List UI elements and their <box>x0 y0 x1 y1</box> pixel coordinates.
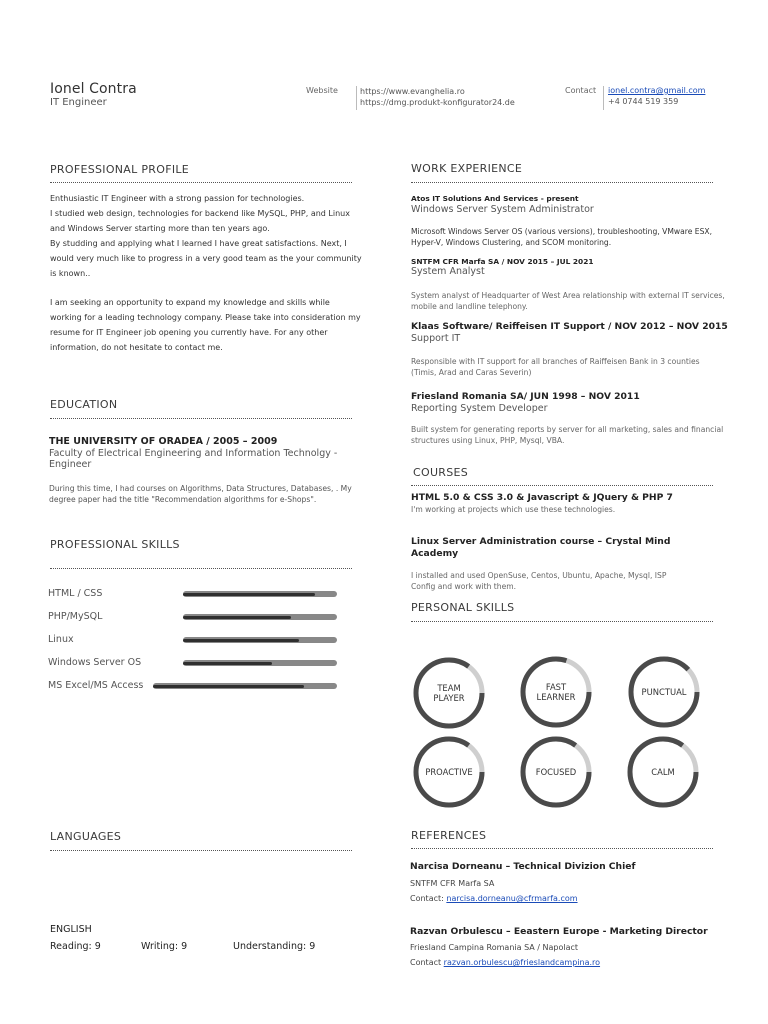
personal-skill-label <box>519 735 593 809</box>
contact-label: Contact <box>565 86 597 95</box>
skill-bar <box>153 683 337 689</box>
contact-divider <box>603 86 604 110</box>
personal-skill-label <box>626 735 700 809</box>
personal-skill-text: FAST LEARNER <box>536 681 576 702</box>
personal-skill-ring <box>519 735 593 809</box>
website-2: https://dmg.produkt-konfigurator24.de <box>360 98 515 107</box>
job-position: Support IT <box>411 333 461 344</box>
job-position: System Analyst <box>411 266 485 277</box>
profile-divider <box>50 182 352 183</box>
reference-name: Narcisa Dorneanu – Technical Divizion Chief <box>410 861 636 872</box>
candidate-name: Ionel Contra <box>50 81 137 97</box>
reference-contact <box>410 958 600 967</box>
skill-label: Windows Server OS <box>48 657 142 668</box>
course-description: I'm working at projects which use these technologies. <box>411 505 616 514</box>
personal-skill-label <box>627 655 701 729</box>
profile-heading: PROFESSIONAL PROFILE <box>50 163 190 176</box>
reference-company: Friesland Campina Romania SA / Napolact <box>410 943 579 952</box>
skill-bar-fill <box>183 616 291 619</box>
candidate-role: IT Engineer <box>50 97 107 108</box>
website-divider <box>356 86 357 110</box>
phone-number: +4 0744 519 359 <box>608 97 679 106</box>
course-name: HTML 5.0 & CSS 3.0 & Javascript & JQuery & PHP 7 <box>411 492 673 503</box>
personal-skill-label <box>519 655 593 729</box>
skills-divider <box>50 568 352 569</box>
skill-label: MS Excel/MS Access <box>48 680 144 691</box>
profile-paragraph-1: Enthusiastic IT Engineer with a strong passion for technologies. I studied web design, technologies for backend like MySQL, PHP, and Linux and Windows Server starting more than ten years ago. By studding and applying what I learned I have great satisfactions. Next, I would very much like to progress in a very good team as the your community is known.. <box>50 194 362 278</box>
personal-skill-ring <box>519 655 593 729</box>
language-understanding: Understanding: 9 <box>233 941 316 952</box>
personal-skill-text: PROACTIVE <box>425 766 473 777</box>
reference-contact-label: Contact: <box>410 894 444 903</box>
reference-email-link[interactable]: razvan.orbulescu@frieslandcampina.ro <box>443 958 601 967</box>
personal-skill-ring <box>412 735 486 809</box>
personal-skill-ring <box>412 656 486 730</box>
personal-skill-ring <box>626 735 700 809</box>
job-description: Microsoft Windows Server OS (various versions), troubleshooting, VMware ESX, Hyper-V, Windows Clustering, and SCOM monitoring. <box>411 227 713 247</box>
personal-skill-label <box>412 656 486 730</box>
reference-name: Razvan Orbulescu – Eeastern Europe - Marketing Director <box>410 926 708 937</box>
skill-label: Linux <box>48 634 74 645</box>
reference-contact-label: Contact <box>410 958 442 967</box>
courses-divider <box>411 485 713 486</box>
website-1: https://www.evanghelia.ro <box>360 87 465 96</box>
education-school: THE UNIVERSITY OF ORADEA / 2005 – 2009 <box>49 436 278 447</box>
work-heading: WORK EXPERIENCE <box>411 162 523 175</box>
job-company: Friesland Romania SA/ JUN 1998 – NOV 2011 <box>411 391 640 402</box>
reference-email-link[interactable]: narcisa.dorneanu@cfrmarfa.com <box>446 894 578 903</box>
skill-bar-fill <box>183 662 272 665</box>
personal-skill-text: TEAM PLAYER <box>433 682 465 703</box>
personal-skill-text: FOCUSED <box>535 766 577 777</box>
personal-skill-text: PUNCTUAL <box>641 686 687 697</box>
course-description: I installed and used OpenSuse, Centos, Ubuntu, Apache, Mysql, ISP Config and work with them. <box>411 571 667 591</box>
personal-skill-text: CALM <box>651 766 675 777</box>
skills-heading: PROFESSIONAL SKILLS <box>50 538 180 551</box>
job-description: Responsible with IT support for all branches of Raiffeisen Bank in 3 counties (Timis, Arad and Caras Severin) <box>411 357 700 377</box>
education-heading: EDUCATION <box>50 398 118 411</box>
skill-bar <box>183 660 337 666</box>
skill-label: PHP/MySQL <box>48 611 103 622</box>
skill-bar <box>183 591 337 597</box>
skill-bar-fill <box>183 639 299 642</box>
profile-paragraph-2: I am seeking an opportunity to expand my knowledge and skills while working for a leading technology company. Please take into consideration my resume for IT Engineer job opening you currently have. For any other information, do not hesitate to contact me. <box>50 298 361 352</box>
job-position: Reporting System Developer <box>411 403 548 414</box>
job-company: SNTFM CFR Marfa SA / NOV 2015 – JUL 2021 <box>411 257 594 266</box>
skill-bar-fill <box>183 593 315 596</box>
skill-bar <box>183 637 337 643</box>
references-divider <box>411 848 713 849</box>
language-reading: Reading: 9 <box>50 941 101 952</box>
job-description: System analyst of Headquarter of West Area relationship with external IT services, mobile and landline telephony. <box>411 291 725 311</box>
education-divider <box>50 418 352 419</box>
reference-company: SNTFM CFR Marfa SA <box>410 879 495 888</box>
work-divider <box>411 182 713 183</box>
education-description: During this time, I had courses on Algorithms, Data Structures, Databases, . My degree paper had the title "Recommendation algorithms for e-Shops". <box>49 484 352 504</box>
personal-skill-label <box>412 735 486 809</box>
languages-divider <box>50 850 352 851</box>
skill-bar <box>183 614 337 620</box>
education-faculty: Faculty of Electrical Engineering and Information Technolgy - Engineer <box>49 448 338 470</box>
skill-bar-fill <box>153 685 304 688</box>
reference-contact <box>410 894 578 903</box>
personal-skill-ring <box>627 655 701 729</box>
job-company: Klaas Software/ Reiffeisen IT Support / NOV 2012 – NOV 2015 <box>411 321 728 332</box>
language-name: ENGLISH <box>50 924 92 935</box>
courses-heading: COURSES <box>413 466 469 479</box>
job-description: Built system for generating reports by server for all marketing, sales and financial structures using Linux, PHP, Mysql, VBA. <box>411 425 724 445</box>
personal-skills-divider <box>411 621 713 622</box>
references-heading: REFERENCES <box>411 829 487 842</box>
job-position: Windows Server System Administrator <box>411 204 594 215</box>
job-company: Atos IT Solutions And Services - present <box>411 194 579 203</box>
course-name: Linux Server Administration course – Crystal Mind Academy <box>411 536 671 559</box>
email-link[interactable]: ionel.contra@gmail.com <box>608 86 706 95</box>
languages-heading: LANGUAGES <box>50 830 122 843</box>
language-writing: Writing: 9 <box>141 941 188 952</box>
website-label: Website <box>306 86 338 95</box>
skill-label: HTML / CSS <box>48 588 103 599</box>
personal-skills-heading: PERSONAL SKILLS <box>411 601 515 614</box>
